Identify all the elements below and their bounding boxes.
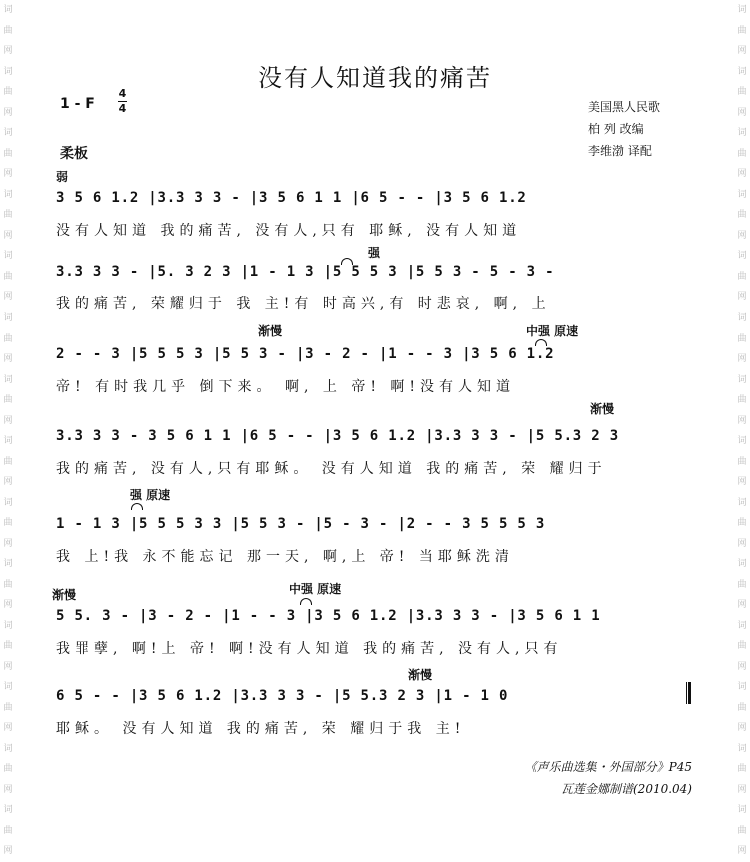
watermark-char: 词 [3,312,13,323]
arranger: 柏 列 改编 [588,122,644,136]
watermark-char: 网 [3,477,13,488]
watermark-char: 词 [737,312,747,323]
watermark-char: 词 [3,805,13,816]
watermark-char: 词 [737,743,747,754]
watermark-char: 网 [737,415,747,426]
watermark-char: 曲 [3,456,13,467]
watermark-char: 网 [3,292,13,303]
watermark-char: 曲 [737,148,747,159]
watermark-char: 网 [3,661,13,672]
ritardando-4: 渐慢 [408,668,433,682]
watermark-char: 网 [3,538,13,549]
watermark-char: 曲 [3,87,13,98]
fermata-mark [535,339,547,346]
notation-row-3: 2 - - 3 |5 5 5 3 |5 5 3 - |3 - 2 - |1 - - 3 |3 5 6 1.2 [56,346,555,362]
watermark-char: 曲 [737,333,747,344]
watermark-char: 网 [3,415,13,426]
lyrics-row-2: 我的痛苦, 荣耀归于 我 主!有 时高兴,有 时悲哀, 啊, 上 [56,296,551,312]
time-signature [118,88,127,115]
lyrics-row-1: 没有人知道 我的痛苦, 没有人,只有 耶稣, 没有人知道 [56,223,522,239]
strong-a-tempo: 强 原速 [130,488,171,502]
mezzo-forte-a-tempo-1: 中强 原速 [526,324,579,338]
watermark-char: 曲 [737,87,747,98]
watermark-char: 曲 [3,148,13,159]
watermark-char: 网 [3,846,13,857]
key-signature: 1 - F [60,96,95,112]
watermark-char: 网 [737,477,747,488]
watermark-char: 曲 [737,210,747,221]
source-book: 《声乐曲选集・外国部分》P45 [524,760,692,774]
watermark-left [1,0,15,862]
watermark-char: 网 [3,600,13,611]
watermark-char: 词 [3,497,13,508]
notation-row-4: 3.3 3 3 - 3 5 6 1 1 |6 5 - - |3 5 6 1.2 |3.3 3 3 - |5 5.3 2 3 [56,428,619,444]
tempo-marking: 柔板 [60,146,88,162]
watermark-char: 曲 [737,25,747,36]
watermark-char: 曲 [737,456,747,467]
watermark-char: 网 [737,723,747,734]
watermark-char: 网 [3,784,13,795]
watermark-char: 词 [3,743,13,754]
source-info [525,756,692,800]
watermark-char: 词 [3,251,13,262]
watermark-char: 网 [737,538,747,549]
watermark-char: 词 [3,559,13,570]
watermark-char: 曲 [3,641,13,652]
watermark-char: 曲 [737,825,747,836]
watermark-char: 网 [737,661,747,672]
watermark-char: 曲 [737,271,747,282]
watermark-char: 曲 [3,271,13,282]
translator: 李维渤 译配 [588,144,652,158]
ritardando-2: 渐慢 [590,402,615,416]
score-maker: 瓦莲金娜制谱(2010.04) [561,782,692,796]
notation-row-5: 1 - 1 3 |5 5 5 3 3 |5 5 3 - |5 - 3 - |2 - - 3 5 5 5 3 [56,516,546,532]
notation-row-7: 6 5 - - |3 5 6 1.2 |3.3 3 3 - |5 5.3 2 3 |1 - 1 0 [56,688,509,704]
credits [588,96,698,162]
watermark-char: 网 [3,230,13,241]
watermark-char: 曲 [3,25,13,36]
watermark-char: 词 [737,559,747,570]
mezzo-forte-a-tempo-2: 中强 原速 [289,582,342,596]
watermark-char: 词 [3,374,13,385]
watermark-right [735,0,749,862]
watermark-char: 网 [3,169,13,180]
watermark-char: 词 [3,436,13,447]
watermark-char: 网 [737,354,747,365]
watermark-char: 词 [737,5,747,16]
watermark-char: 网 [737,292,747,303]
watermark-char: 词 [737,128,747,139]
watermark-char: 网 [3,723,13,734]
watermark-char: 词 [737,374,747,385]
watermark-char: 曲 [737,579,747,590]
watermark-char: 网 [737,46,747,57]
watermark-char: 词 [737,66,747,77]
watermark-char: 词 [3,620,13,631]
watermark-char: 词 [3,682,13,693]
watermark-char: 曲 [3,395,13,406]
watermark-char: 曲 [737,764,747,775]
watermark-char: 网 [3,107,13,118]
final-barline [686,682,691,704]
watermark-char: 词 [737,436,747,447]
lyrics-row-5: 我 上!我 永不能忘记 那一天, 啊,上 帝! 当耶稣洗清 [56,549,514,565]
lyrics-row-7: 耶稣。 没有人知道 我的痛苦, 荣 耀归于我 主! [56,721,466,737]
watermark-char: 网 [737,107,747,118]
watermark-char: 网 [737,230,747,241]
lyrics-row-3: 帝! 有时我几乎 倒下来。 啊, 上 帝! 啊!没有人知道 [56,379,516,395]
lyrics-row-6: 我罪孽, 啊!上 帝! 啊!没有人知道 我的痛苦, 没有人,只有 [56,641,563,657]
watermark-char: 网 [737,169,747,180]
watermark-char: 曲 [3,825,13,836]
song-origin: 美国黑人民歌 [588,100,661,114]
meter-bottom: 4 [118,102,127,115]
notation-row-6: 5 5. 3 - |3 - 2 - |1 - - 3 |3 5 6 1.2 |3.3 3 3 - |3 5 6 1 1 [56,608,601,624]
watermark-char: 词 [737,805,747,816]
watermark-char: 词 [737,620,747,631]
watermark-char: 词 [737,189,747,200]
watermark-char: 词 [737,251,747,262]
watermark-char: 网 [737,846,747,857]
notation-row-1: 3 5 6 1.2 |3.3 3 3 - |3 5 6 1 1 |6 5 - - |3 5 6 1.2 [56,190,527,206]
ritardando-1: 渐慢 [258,324,283,338]
watermark-char: 词 [737,682,747,693]
watermark-char: 曲 [3,702,13,713]
watermark-char: 曲 [737,395,747,406]
dynamic-strong-1: 强 [368,246,381,260]
watermark-char: 曲 [3,333,13,344]
watermark-char: 词 [3,189,13,200]
fermata-mark [131,503,143,510]
watermark-char: 曲 [737,518,747,529]
watermark-char: 曲 [3,579,13,590]
fermata-mark [300,598,312,605]
meter-top: 4 [118,87,127,100]
ritardando-3: 渐慢 [52,588,77,602]
watermark-char: 曲 [3,764,13,775]
watermark-char: 网 [737,784,747,795]
watermark-char: 曲 [737,641,747,652]
lyrics-row-4: 我的痛苦, 没有人,只有耶稣。 没有人知道 我的痛苦, 荣 耀归于 [56,461,607,477]
watermark-char: 词 [3,66,13,77]
song-title: 没有人知道我的痛苦 [258,64,492,92]
dynamic-soft: 弱 [56,170,69,184]
watermark-char: 曲 [3,518,13,529]
watermark-char: 曲 [737,702,747,713]
watermark-char: 网 [3,46,13,57]
watermark-char: 词 [737,497,747,508]
watermark-char: 词 [3,128,13,139]
watermark-char: 曲 [3,210,13,221]
watermark-char: 网 [737,600,747,611]
notation-row-2: 3.3 3 3 - |5. 3 2 3 |1 - 1 3 |5 5 5 3 |5 5 3 - 5 - 3 - [56,264,555,280]
watermark-char: 词 [3,5,13,16]
watermark-char: 网 [3,354,13,365]
